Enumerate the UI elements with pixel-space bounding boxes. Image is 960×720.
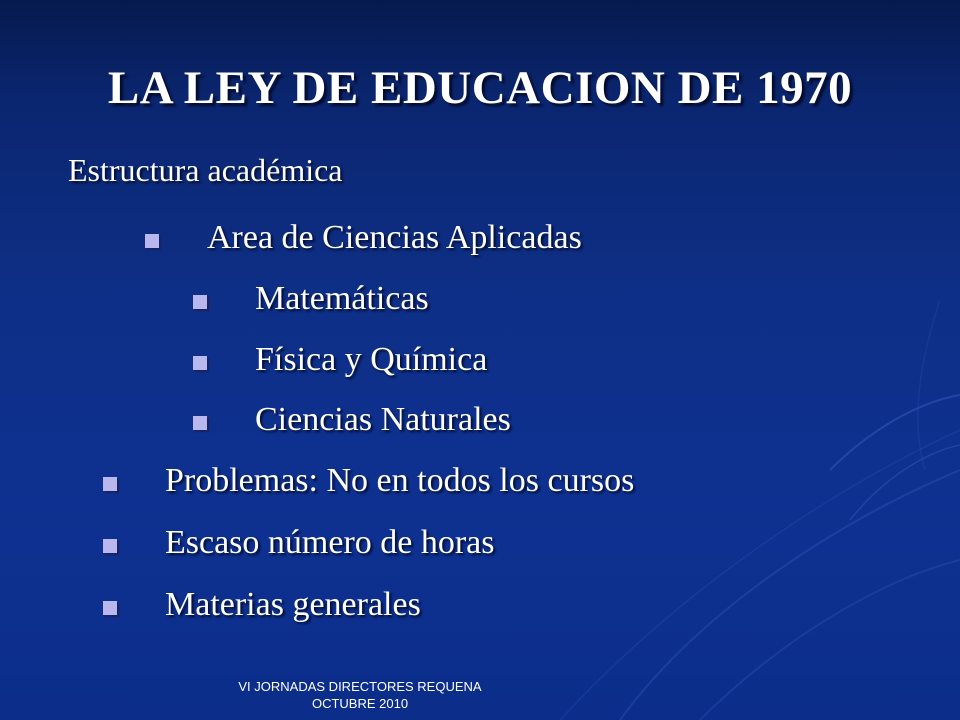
square-bullet-icon: [193, 356, 207, 370]
list-item-label: Problemas: No en todos los cursos: [165, 462, 635, 499]
slide-footer: [0, 678, 720, 712]
list-item-label: Escaso número de horas: [165, 524, 495, 561]
list-item-label: Física y Química: [255, 341, 488, 378]
footer-line-2: OCTUBRE 2010: [311, 696, 409, 711]
list-item-label: Matemáticas: [255, 280, 429, 317]
square-bullet-icon: [103, 601, 117, 615]
slide-subtitle: Estructura académica: [68, 152, 343, 188]
square-bullet-icon: [193, 295, 207, 309]
square-bullet-icon: [103, 477, 117, 491]
list-item-label: Ciencias Naturales: [255, 401, 511, 438]
slide-title: LA LEY DE EDUCACION DE 1970: [107, 62, 853, 114]
footer-line-1: VI JORNADAS DIRECTORES REQUENA: [238, 679, 482, 694]
square-bullet-icon: [193, 416, 207, 430]
square-bullet-icon: [145, 234, 159, 248]
list-item-label: Area de Ciencias Aplicadas: [207, 219, 582, 256]
square-bullet-icon: [103, 539, 117, 553]
list-item-label: Materias generales: [165, 586, 421, 623]
